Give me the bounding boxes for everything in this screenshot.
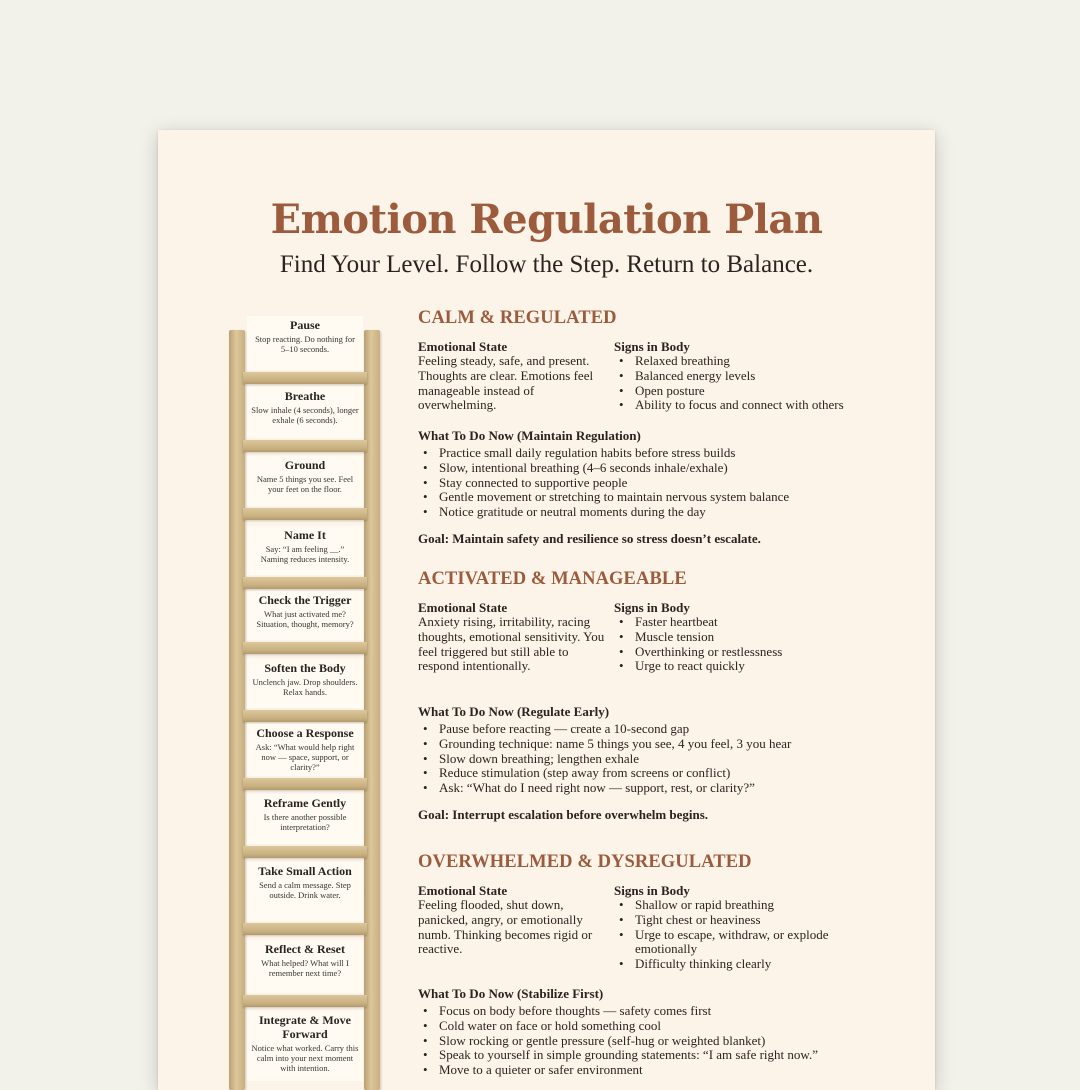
ladder-step-check-trigger [247, 591, 363, 640]
step-title: Pause [290, 318, 320, 332]
what-to-do-block [418, 704, 918, 796]
what-to-do-list [418, 1004, 918, 1078]
list-item: • Faster heartbeat [614, 615, 914, 630]
signs-in-body-block [614, 339, 914, 413]
step-description: What just activated me? Situation, thought, memory? [256, 609, 354, 629]
step-description: Notice what worked. Carry this calm into your next moment with intention. [251, 1043, 359, 1073]
emotional-state-block [418, 339, 608, 413]
list-item: • Speak to yourself in simple grounding statements: “I am safe right now.” [418, 1048, 918, 1063]
emotional-state-text: Feeling steady, safe, and present. Thoughts are clear. Emotions feel manageable instead of overwhelming. [418, 353, 594, 413]
emotional-state-label: Emotional State [418, 883, 508, 898]
ladder-step-pause [247, 316, 363, 370]
signs-list [614, 615, 914, 674]
signs-list [614, 898, 854, 972]
section-heading: CALM & REGULATED [418, 308, 617, 328]
list-item: • Urge to react quickly [614, 659, 914, 674]
list-item: • Ability to focus and connect with others [614, 398, 914, 413]
step-title: Reflect & Reset [265, 942, 345, 956]
list-item: • Open posture [614, 384, 914, 399]
list-item: • Pause before reacting — create a 10-second gap [418, 722, 918, 737]
ladder-step-reflect-reset [247, 940, 363, 993]
ladder-rung [243, 846, 367, 858]
list-item: • Muscle tension [614, 630, 914, 645]
ladder-rung [243, 508, 367, 520]
ladder-step-take-small-action [247, 862, 363, 921]
worksheet-page [158, 130, 935, 1090]
step-title: Soften the Body [264, 661, 346, 675]
list-item: • Gentle movement or stretching to maintain nervous system balance [418, 490, 918, 505]
what-to-do-block [418, 986, 918, 1078]
ladder-step-soften-body [247, 659, 363, 708]
list-item: • Balanced energy levels [614, 369, 914, 384]
list-item: • Shallow or rapid breathing [614, 898, 854, 913]
ladder-step-ground [247, 456, 363, 506]
step-title: Name It [284, 528, 326, 542]
emotional-state-label: Emotional State [418, 339, 508, 354]
section-heading: OVERWHELMED & DYSREGULATED [418, 852, 752, 872]
list-item: • Slow rocking or gentle pressure (self-hug or weighted blanket) [418, 1034, 918, 1049]
list-item: • Practice small daily regulation habits before stress builds [418, 446, 918, 461]
step-description: Unclench jaw. Drop shoulders. Relax hands. [252, 677, 358, 697]
list-item: • Slow down breathing; lengthen exhale [418, 752, 918, 767]
signs-in-body-label: Signs in Body [614, 883, 690, 898]
ladder-rung [243, 995, 367, 1007]
page-title: Emotion Regulation Plan [270, 196, 823, 243]
step-title: Check the Trigger [258, 593, 352, 607]
step-description: What helped? What will I remember next time? [261, 958, 349, 978]
list-item: • Reduce stimulation (step away from screens or conflict) [418, 766, 918, 781]
emotional-state-text: Anxiety rising, irritability, racing thoughts, emotional sensitivity. You feel triggered but still able to respond intentionally. [418, 614, 605, 674]
step-description: Name 5 things you see. Feel your feet on the floor. [256, 474, 354, 494]
section-heading: ACTIVATED & MANAGEABLE [418, 569, 687, 589]
ladder-rung [243, 642, 367, 654]
signs-list [614, 354, 914, 413]
emotional-state-label: Emotional State [418, 600, 508, 615]
list-item: • Stay connected to supportive people [418, 476, 918, 491]
step-title: Ground [284, 458, 326, 472]
emotional-state-block [418, 600, 608, 674]
list-item: • Relaxed breathing [614, 354, 914, 369]
ladder-step-integrate-move-forward [247, 1011, 363, 1081]
step-title: Breathe [284, 389, 326, 403]
list-item: • Focus on body before thoughts — safety comes first [418, 1004, 918, 1019]
list-item: • Overthinking or restlessness [614, 645, 914, 660]
step-title: Choose a Response [256, 726, 354, 740]
signs-in-body-label: Signs in Body [614, 339, 690, 354]
signs-in-body-block [614, 600, 914, 674]
page-subtitle: Find Your Level. Follow the Step. Return to Balance. [279, 251, 814, 278]
step-description: Send a calm message. Step outside. Drink water. [259, 880, 351, 900]
signs-in-body-block [614, 883, 914, 972]
goal-statement: Goal: Interrupt escalation before overwhelm begins. [418, 807, 709, 822]
list-item: • Ask: “What do I need right now — support, rest, or clarity?” [418, 781, 918, 796]
list-item: • Slow, intentional breathing (4–6 seconds inhale/exhale) [418, 461, 918, 476]
step-title: Take Small Action [258, 864, 352, 878]
ladder-step-choose-response [247, 724, 363, 776]
ladder-rung [243, 923, 367, 935]
what-to-do-list [418, 722, 918, 796]
ladder-rung [243, 710, 367, 722]
step-title: Integrate & Move Forward [259, 1013, 351, 1041]
what-to-do-label: What To Do Now (Stabilize First) [418, 986, 604, 1001]
list-item: • Urge to escape, withdraw, or explode emotionally [614, 928, 854, 958]
ladder-rung [243, 440, 367, 452]
what-to-do-label: What To Do Now (Maintain Regulation) [418, 428, 641, 443]
what-to-do-list [418, 446, 918, 520]
step-description: Ask: “What would help right now — space, support, or clarity?” [255, 742, 355, 772]
emotional-state-block [418, 883, 608, 957]
signs-in-body-label: Signs in Body [614, 600, 690, 615]
step-description: Is there another possible interpretation? [263, 812, 347, 832]
step-description: Slow inhale (4 seconds), longer exhale (6 seconds). [251, 405, 359, 425]
ladder-illustration [229, 318, 385, 1090]
ladder-step-reframe-gently [247, 794, 363, 844]
list-item: • Difficulty thinking clearly [614, 957, 854, 972]
ladder-step-breathe [247, 387, 363, 438]
ladder-step-name-it [247, 526, 363, 575]
step-description: Say: “I am feeling __.” Naming reduces intensity. [260, 544, 350, 564]
ladder-rung [243, 372, 367, 384]
list-item: • Cold water on face or hold something cool [418, 1019, 918, 1034]
what-to-do-label: What To Do Now (Regulate Early) [418, 704, 610, 719]
list-item: • Move to a quieter or safer environment [418, 1063, 918, 1078]
list-item: • Notice gratitude or neutral moments during the day [418, 505, 918, 520]
ladder-rung [243, 778, 367, 790]
goal-statement: Goal: Maintain safety and resilience so stress doesn’t escalate. [418, 531, 761, 546]
ladder-rung [243, 577, 367, 589]
step-description: Stop reacting. Do nothing for 5–10 seconds. [255, 334, 355, 354]
list-item: • Grounding technique: name 5 things you see, 4 you feel, 3 you hear [418, 737, 918, 752]
emotional-state-text: Feeling flooded, shut down, panicked, angry, or emotionally numb. Thinking becomes rigid or reactive. [418, 897, 593, 957]
what-to-do-block [418, 428, 918, 520]
step-title: Reframe Gently [263, 796, 347, 810]
list-item: • Tight chest or heaviness [614, 913, 854, 928]
